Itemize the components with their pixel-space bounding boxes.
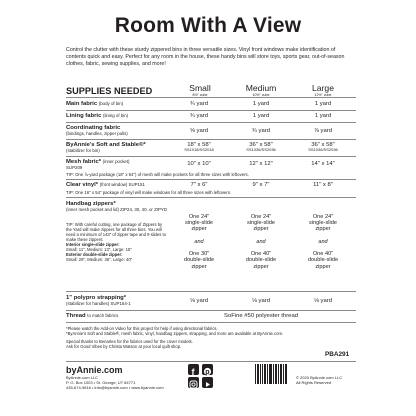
zip-word: zipper: [253, 226, 269, 233]
zip-word: zipper: [253, 263, 269, 270]
row-label: 1" polypro strapping*: [66, 295, 127, 301]
row-sub: SUP209: [66, 165, 83, 171]
row-sub-inline: (front window) SUP151: [99, 182, 145, 187]
row-label: Coordinating fabric: [66, 125, 121, 131]
zip-length: One 40": [250, 251, 272, 258]
divider: [66, 110, 356, 111]
divider: [66, 291, 356, 292]
interior-head: Interior single-slide zipper:: [66, 242, 120, 247]
cell-value: 36" x 58": [311, 142, 335, 148]
cell: [292, 142, 354, 153]
row-strapping-label: [66, 295, 176, 306]
zip-word: zipper: [191, 226, 207, 233]
row-label: Mesh fabric*: [66, 159, 102, 165]
thread-value: SoFine #50 polyester thread: [223, 313, 298, 319]
row-sub: (lining of bin): [103, 113, 129, 118]
size-name: Large: [312, 83, 334, 93]
row-label: ByAnnie's Soft and Stable®*: [66, 142, 146, 148]
notes: [66, 326, 316, 350]
cell: ¾ yard: [251, 128, 270, 134]
zipper-cell: [168, 214, 230, 270]
note: Special thanks to Benartex for the fabrics used for the cover models.: [66, 338, 193, 344]
zip-type: double-slide: [245, 257, 277, 264]
zipper-cell: [230, 214, 292, 270]
zip-length: One 24": [250, 214, 272, 220]
cell: ⅝ yard: [189, 128, 208, 134]
size-name: Small: [189, 83, 211, 93]
cell: ¾ yard: [189, 101, 208, 107]
interior-sizes: Small: 11", Medium: 13", Large: 15": [66, 247, 132, 252]
row-sub: (stabilizer for bin): [66, 148, 100, 154]
cell: 14" x 14": [311, 161, 335, 167]
divider: [66, 197, 356, 198]
zip-and: and: [318, 238, 328, 245]
copyright-line: © 2020 ByAnnie.com LLC: [296, 375, 343, 380]
page-title: Room With A View: [114, 14, 302, 37]
tip-mesh: TIP: One ⅞-yard package (18" x 54") of mesh will make pockets for all three sizes with leftovers.: [66, 172, 249, 177]
divider: [66, 310, 356, 311]
zipper-tip-text: TIP: With careful cutting, one package of Zippers by the Yard will make zippers for all three bins. You will need a minimum of 143" of zipper tape and 9 slides to make these zippers:: [66, 222, 166, 242]
cell-value: 36" x 58": [249, 142, 273, 148]
supplies-heading: SUPPLIES NEEDED: [66, 86, 153, 96]
cell: ⅛ yard: [251, 298, 270, 304]
row-sub-inline: (inner pocket): [102, 159, 130, 164]
note: Ask for Good Vibes by Christa Watson at your local quilt shop.: [66, 344, 182, 350]
size-cube: 10½" cube: [252, 93, 270, 97]
footer-address: [66, 376, 206, 390]
copyright: [296, 376, 356, 386]
zip-type: single-slide: [247, 220, 275, 227]
social-icons: [188, 364, 226, 390]
row-label: Lining fabric: [66, 113, 102, 119]
row-main-fabric-label: [66, 101, 176, 107]
cell-sku: SS1018/SS2018: [184, 147, 214, 153]
row-sub-inline: to match fabrics: [87, 313, 119, 318]
zip-length: One 40": [312, 251, 334, 258]
cell: 1 yard: [252, 101, 270, 107]
row-sub: (inner mesh pocket and lid) ZIP24, 30, 40, or ZIPYD: [66, 207, 168, 213]
instagram-icon[interactable]: [188, 377, 199, 388]
svg-text:f: f: [191, 367, 195, 377]
zip-length: One 30": [188, 251, 210, 258]
facebook-icon[interactable]: [188, 364, 199, 375]
row-zipper-label: [66, 201, 176, 212]
cell: ⅛ yard: [189, 298, 208, 304]
cell-sku: SS1036/SS2036: [246, 147, 276, 153]
cell: ¾ yard: [189, 113, 208, 119]
cell: 1 yard: [314, 101, 332, 107]
row-sub: (bindings, handles, zipper pulls): [66, 131, 128, 137]
row-stable-label: [66, 142, 176, 153]
cell: ⅞ yard: [313, 128, 332, 134]
cell: 9" x 7": [252, 182, 270, 188]
divider: [66, 97, 356, 98]
copyright-line: All Rights Reserved: [296, 379, 332, 385]
zip-type: single-slide: [309, 220, 337, 227]
divider: [66, 139, 356, 140]
pinterest-icon[interactable]: [202, 364, 213, 375]
note: *Please watch the Add-on Video for this project for help if using directional fabrics.: [66, 326, 218, 331]
address: P. O. Box 1003 • St. George, UT 84771: [66, 379, 136, 385]
row-mesh-label: [66, 159, 176, 170]
note: *ByAnnie's Soft and Stable®, mesh fabric, vinyl, handbag zippers, strapping, and more are available at ByAnnie.com.: [66, 331, 284, 337]
zip-type: double-slide: [307, 257, 339, 264]
barcode-graphic: [254, 364, 288, 384]
zipper-tip: [66, 222, 166, 262]
row-coord-fabric-label: [66, 125, 176, 136]
cell: 10" x 10": [187, 161, 211, 167]
cell: 1 yard: [314, 113, 332, 119]
divider: [66, 179, 356, 180]
zip-type: single-slide: [185, 220, 213, 227]
row-sub: (body of bin): [98, 101, 124, 106]
zip-and: and: [194, 238, 204, 245]
row-label: Handbag zippers*: [66, 201, 116, 207]
cell: ⅛ yard: [313, 298, 332, 304]
exterior-head: Exterior double-slide zipper:: [66, 252, 123, 257]
brand-logo: byAnnie.com: [66, 365, 123, 375]
row-label: Main fabric: [66, 101, 98, 107]
zipper-cell: [292, 214, 354, 270]
divider: [66, 156, 356, 157]
cell: 12" x 12": [249, 161, 273, 167]
cell-sku: SS1036/SS2036: [308, 147, 338, 153]
intro-text: Control the clutter with these sturdy zippered bins in three versatile sizes. Vinyl front windows make identification of contents quick and easy. Perfect for any room in the house, these handy bins will store toys, sports gear, out-of-season clothes, fabric, sewing supplies, and more!: [66, 47, 345, 67]
cell: 1 yard: [252, 113, 270, 119]
zip-word: zipper: [315, 263, 331, 270]
row-label: Clear vinyl*: [66, 182, 99, 188]
cell-value: 18" x 58": [187, 142, 211, 148]
zip-and: and: [256, 238, 266, 245]
size-cube: 12½" cube: [314, 93, 332, 97]
zip-type: double-slide: [183, 257, 215, 264]
exterior-sizes: Small: 29", Medium: 35", Large: 40": [66, 257, 133, 262]
youtube-icon[interactable]: [202, 377, 213, 388]
row-sub: (stabilizer for handles) SUP164-1: [66, 301, 131, 307]
divider: [66, 122, 356, 123]
cell: 11" x 8": [313, 182, 333, 188]
svg-text:p: p: [205, 369, 210, 376]
row-vinyl-label: [66, 182, 176, 188]
divider: [66, 322, 356, 323]
cell: [230, 142, 292, 153]
footer-divider: [66, 361, 356, 362]
company: ByAnnie.com LLC: [66, 375, 99, 380]
zip-word: zipper: [315, 226, 331, 233]
tip-vinyl: TIP: One 16" x 54" package of vinyl will make windows for all three sizes with leftovers.: [66, 190, 232, 195]
zip-length: One 24": [188, 214, 210, 220]
barcode: [254, 364, 288, 390]
row-lining-fabric-label: [66, 113, 176, 119]
row-label: Thread: [66, 313, 86, 319]
size-small-header: [168, 84, 232, 97]
size-name: Medium: [245, 83, 277, 93]
size-cube: 8½" cube: [192, 93, 208, 97]
cell: [168, 142, 230, 153]
pattern-number: PBA291: [325, 351, 350, 358]
zip-word: zipper: [191, 263, 207, 270]
size-medium-header: [229, 84, 293, 97]
row-thread-label: [66, 313, 176, 319]
zip-length: One 24": [312, 214, 334, 220]
cell: 7" x 6": [190, 182, 208, 188]
contact: 435-674-9816 • info@byannie.com • www.byannie.com: [66, 384, 164, 390]
size-large-header: [291, 84, 355, 97]
